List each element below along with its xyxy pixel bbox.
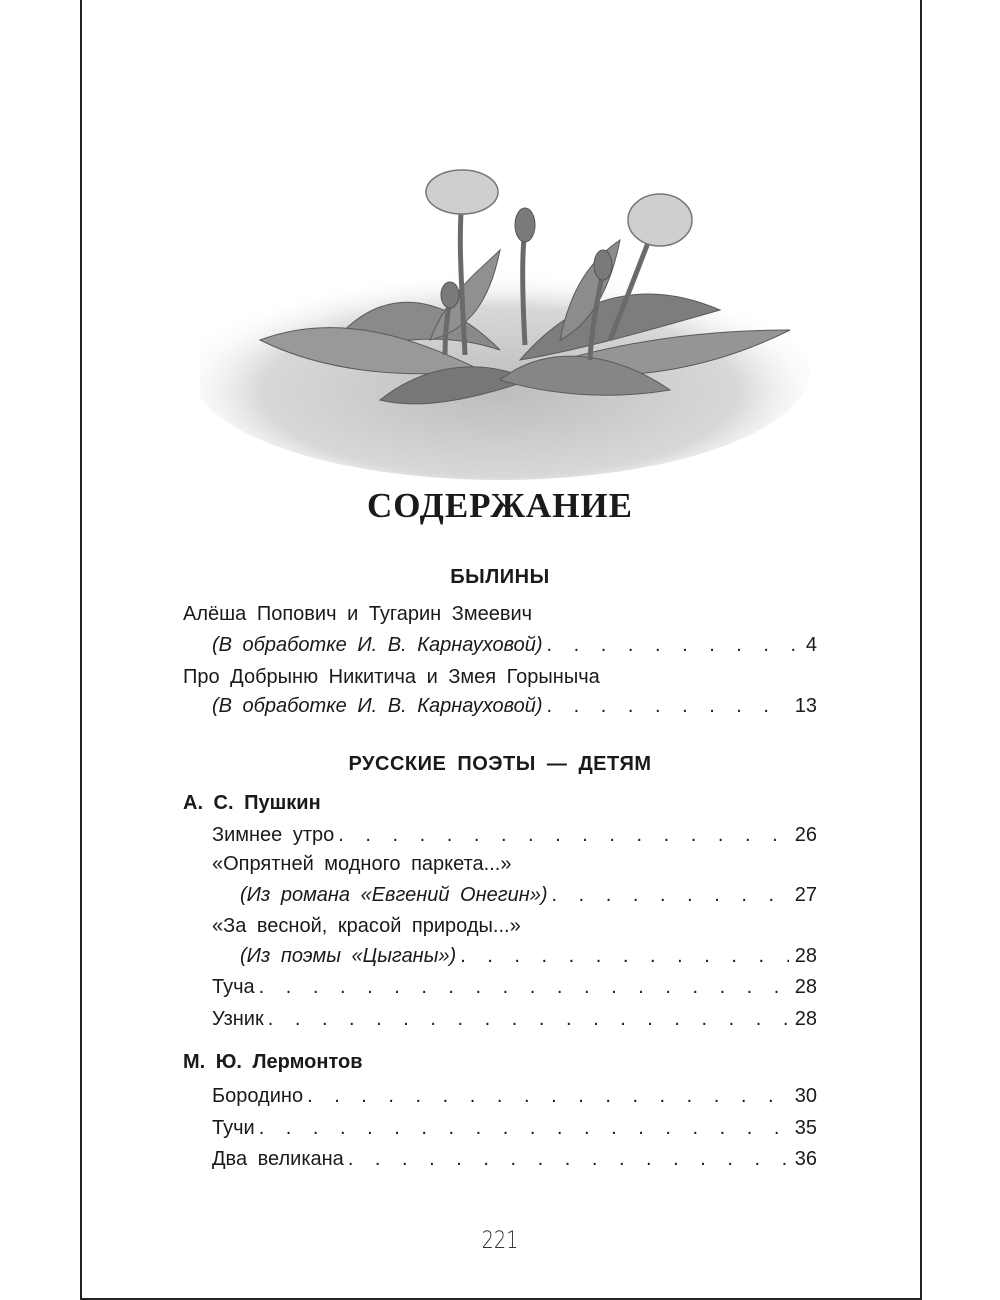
page-ref: 13 [794,695,817,717]
page-ref: 35 [794,1117,817,1139]
toc-entry[interactable] [212,1083,817,1109]
entry-note: (В обработке И. В. Карнауховой) [212,634,543,656]
entry-title: Про Добрыню Никитича и Змея Горыныча [183,666,600,688]
section-heading-poets: РУССКИЕ ПОЭТЫ — ДЕТЯМ [348,753,652,775]
page-ref: 26 [794,824,817,846]
dot-leader [259,974,789,1000]
dot-leader [338,822,788,848]
dot-leader [460,943,789,969]
entry-title: Узник [212,1008,264,1030]
toc-entry[interactable] [212,913,817,939]
dot-leader [547,693,789,719]
page-ref: 28 [794,1008,817,1030]
page-ref: 30 [794,1085,817,1107]
page-ref: 28 [794,976,817,998]
entry-title: Два великана [212,1148,344,1170]
toc-entry-note[interactable] [212,632,817,658]
toc-entry-note[interactable] [240,882,817,908]
toc-entry[interactable] [212,1006,817,1032]
dot-leader [552,882,789,908]
page-number: 221 [481,1226,519,1254]
toc-entry[interactable] [183,601,817,627]
toc-entry[interactable] [212,974,817,1000]
entry-title: Тучи [212,1117,255,1139]
toc-entry[interactable] [212,851,817,877]
page-ref: 28 [794,945,817,967]
dandelion-illustration [200,140,810,480]
toc-entry-note[interactable] [240,943,817,969]
author-heading: М. Ю. Лермонтов [183,1051,363,1073]
page-ref: 4 [805,634,817,656]
entry-title: «За весной, красой природы...» [212,915,521,937]
entry-title: Туча [212,976,255,998]
toc-entry-note[interactable] [212,693,817,719]
author-heading: А. С. Пушкин [183,792,321,814]
entry-title: Алёша Попович и Тугарин Змеевич [183,603,533,625]
entry-title: Бородино [212,1085,304,1107]
dot-leader [307,1083,789,1109]
entry-note: (Из поэмы «Цыганы») [240,945,457,967]
entry-title: Зимнее утро [212,824,335,846]
page-title: СОДЕРЖАНИЕ [366,486,633,525]
toc-entry[interactable] [212,1115,817,1141]
section-heading-byliny: БЫЛИНЫ [450,566,550,588]
dot-leader [259,1115,789,1141]
page-ref: 27 [794,884,817,906]
toc-entry[interactable] [183,664,817,690]
entry-title: «Опрятней модного паркета...» [212,853,512,875]
toc-entry[interactable] [212,822,817,848]
entry-note: (Из романа «Евгений Онегин») [240,884,548,906]
page-ref: 36 [794,1148,817,1170]
dot-leader [268,1006,789,1032]
toc-entry[interactable] [212,1146,817,1172]
dot-leader [547,632,800,658]
entry-note: (В обработке И. В. Карнауховой) [212,695,543,717]
dot-leader [348,1146,789,1172]
